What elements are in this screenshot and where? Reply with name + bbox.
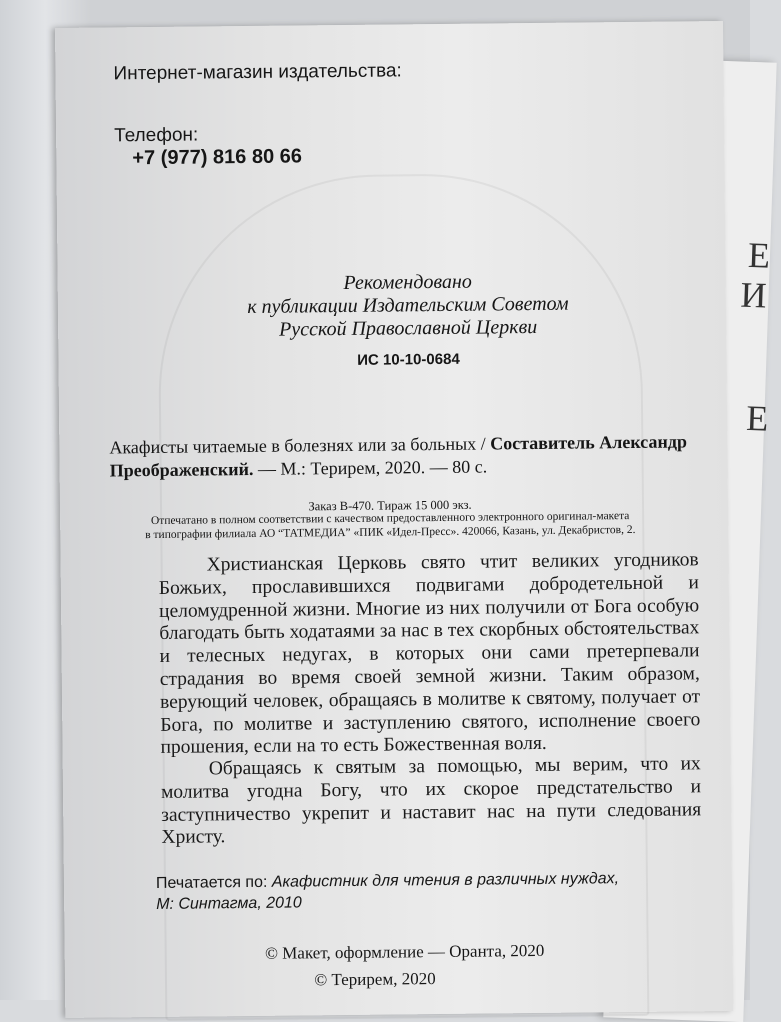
source-label: Печатается по: bbox=[155, 873, 272, 892]
biblio-imprint: — М.: Терирем, 2020. — 80 с. bbox=[253, 456, 488, 479]
biblio-author: Составитель Александр bbox=[490, 431, 688, 454]
book-page bbox=[55, 21, 733, 1018]
recommend-line-2: к публикации Издательским Советом bbox=[247, 292, 569, 319]
biblio-title: Акафисты читаемые в болезнях или за больных / bbox=[109, 433, 491, 458]
biblio-author-surname: Преображенский. bbox=[109, 458, 254, 481]
copyright-publisher: © Терирем, 2020 bbox=[314, 969, 436, 990]
print-line-1: Отпечатано в полном соответствии с качеством предоставленного электронного оригинал-макета bbox=[150, 510, 630, 528]
copyright-layout: © Макет, оформление — Оранта, 2020 bbox=[264, 940, 545, 963]
source-text: Акафистник для чтения в различных нуждах, М: Синтагма, 2010 bbox=[156, 870, 620, 913]
body-paragraph-2: Обращаясь к святым за помощью, мы верим, что их молитва угодна Богу, что их скорое предстательство и заступничество укрепит и наставит нас на пути следования Христу. bbox=[160, 753, 702, 849]
body-paragraph-1: Христианская Церковь свято чтит великих угодников Божьих, прославившихся подвигами добродетельной и целомудренной жизни. Многие из них получили от Бога особую благодать быть ходатаями за нас в тех скорбных обстоятельствах и телесных недугах, в которых они сами претерпевали страдания во время своей земной жизни. Таким образом, верующий человек, обращаясь в молитве к святому, получает от Бога, по молитве и заступлению святого, исполнение своего прошения, если на то есть Божественная воля. bbox=[158, 549, 701, 759]
recommend-line-1: Рекомендовано bbox=[343, 270, 472, 294]
recommend-line-3: Русской Православной Церкви bbox=[278, 315, 538, 341]
shop-label: Интернет-магазин издательства: bbox=[113, 60, 402, 85]
source-note bbox=[156, 868, 636, 915]
biblio-line-2 bbox=[110, 456, 488, 481]
next-page-fragment: Е bbox=[747, 234, 771, 276]
print-line-2: в типографии филиала АО “ТАТМЕДИА” «ПИК «Идел-Пресс». 420066, Казань, ул. Декабристов, 2. bbox=[145, 523, 636, 542]
next-page-fragment: Е bbox=[745, 397, 769, 439]
phone-number: +7 (977) 816 80 66 bbox=[132, 145, 303, 170]
next-page-fragment: И bbox=[739, 274, 768, 316]
print-order: Заказ В-470. Тираж 15 000 экз. bbox=[308, 497, 472, 514]
publication-code: ИС 10-10-0684 bbox=[357, 350, 460, 369]
phone-label: Телефон: bbox=[114, 124, 199, 147]
